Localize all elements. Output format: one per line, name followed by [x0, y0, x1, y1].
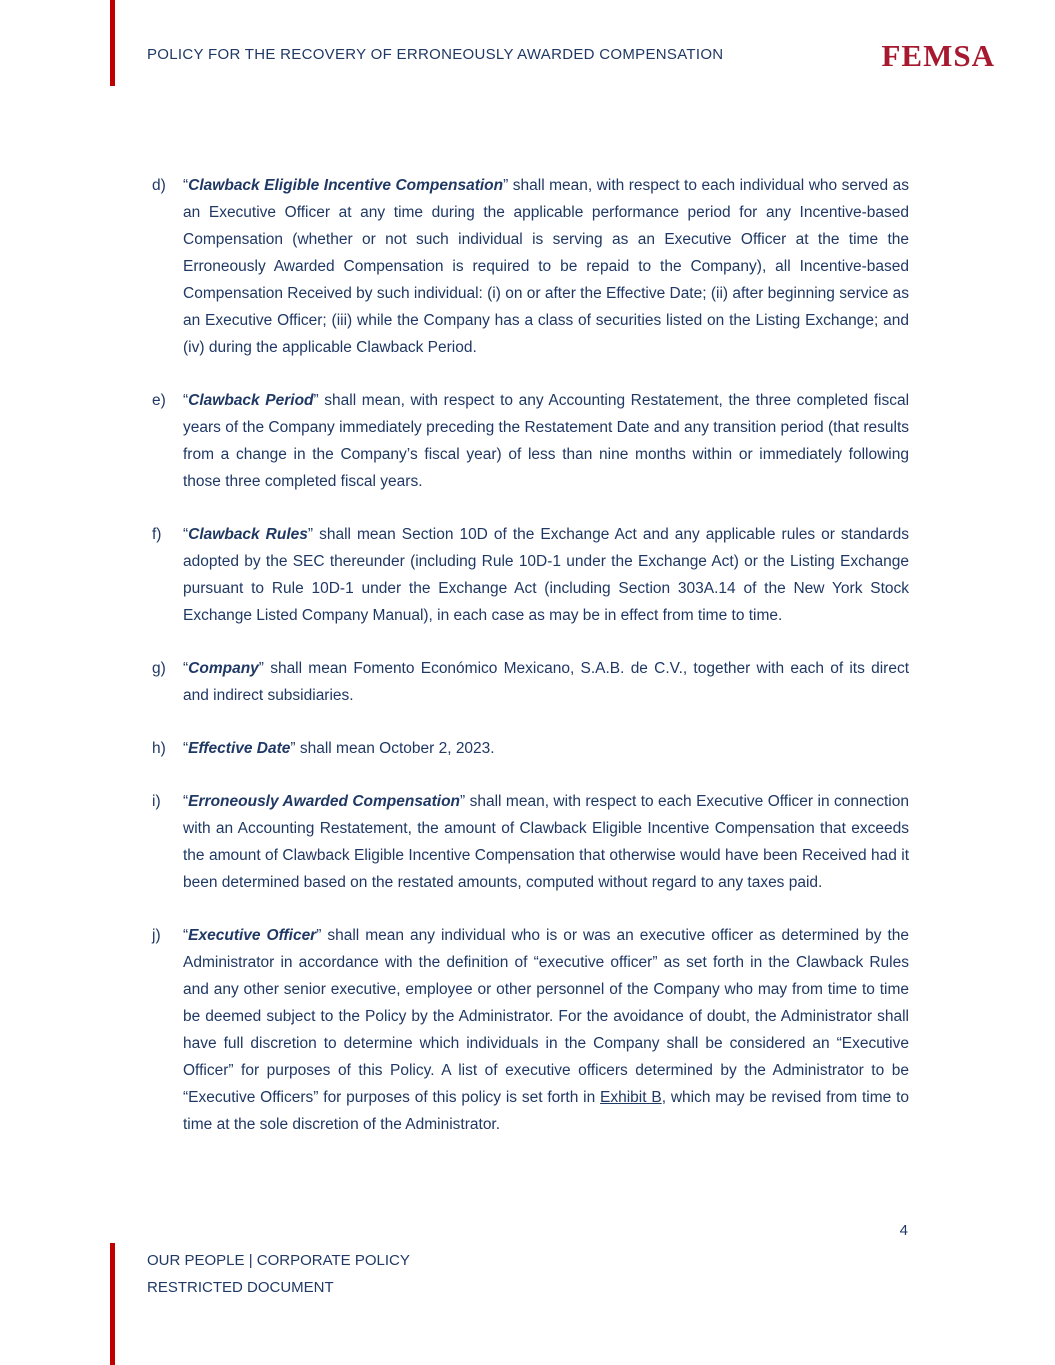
definition-label: i) [152, 793, 161, 810]
definition-term: Clawback Period [188, 392, 314, 409]
definition-label: d) [152, 177, 166, 194]
top-left-accent-bar [110, 0, 115, 86]
definition-text [183, 172, 909, 361]
definitions-list [152, 172, 909, 1164]
femsa-logo: FEMSA [881, 38, 995, 73]
definition-body-text: ” shall mean, with respect to each individual who served as an Executive Officer at any time during the applicable performance period for any Incentive-based Compensation (whether or not such individual is serving as an Executive Officer at the time the Erroneously Awarded Compensation is required to be repaid to the Company), all Incentive-based Compensation Received by such individual: (i) on or after the Effective Date; (ii) after beginning service as an Executive Officer; (iii) while the Company has a class of securities listed on the Listing Exchange; and (iv) during the applicable Clawback Period. [183, 177, 909, 356]
definition-term: Company [188, 660, 259, 677]
definition-item [152, 788, 909, 896]
definition-item [152, 387, 909, 495]
definition-body-text: ” shall mean any individual who is or was an executive officer as determined by the Administrator in accordance with the definition of “executive officer” as set forth in the Clawback Rules and any other senior executive, employee or other personnel of the Company who may from time to time be deemed subject to the Policy by the Administrator. For the avoidance of doubt, the Administrator shall have full discretion to determine which individuals in the Company shall be considered an “Executive Officer” for purposes of this Policy. A list of executive officers determined by the Administrator to be “Executive Officers” for purposes of this policy is set forth in [183, 927, 909, 1106]
footer-line-restricted-document: RESTRICTED DOCUMENT [147, 1279, 334, 1296]
definition-body-text: “ [183, 793, 189, 810]
footer-line-corporate-policy: OUR PEOPLE | CORPORATE POLICY [147, 1252, 410, 1269]
definition-item [152, 655, 909, 709]
definition-item [152, 172, 909, 361]
definition-term: Executive Officer [188, 927, 317, 944]
definition-body-text: ” shall mean October 2, 2023. [290, 740, 495, 757]
definition-term: Clawback Rules [188, 526, 308, 543]
definition-item [152, 735, 909, 762]
definition-body-text: ” shall mean Section 10D of the Exchange Act and any applicable rules or standards adopted by the SEC thereunder (including Rule 10D-1 under the Exchange Act) or the Listing Exchange pursuant to Rule 10D-1 under the Exchange Act (including Section 303A.14 of the New York Stock Exchange Listed Company Manual), in each case as may be in effect from time to time. [183, 526, 909, 624]
definition-body-text: ” shall mean, with respect to any Accounting Restatement, the three completed fiscal years of the Company immediately preceding the Restatement Date and any transition period (that results from a change in the Company’s fiscal year) of less than nine months within or immediately following those three completed fiscal years. [183, 392, 910, 490]
definition-text [183, 735, 909, 762]
definition-label: e) [152, 392, 166, 409]
definition-text [183, 521, 909, 629]
definition-text [183, 788, 909, 896]
definition-label: f) [152, 526, 162, 543]
definition-text [183, 922, 909, 1138]
definition-label: h) [152, 740, 166, 757]
exhibit-reference: Exhibit B [600, 1089, 662, 1106]
document-footer [147, 1247, 410, 1301]
definition-body-text: ” shall mean Fomento Económico Mexicano, S.A.B. de C.V., together with each of its direct and indirect subsidiaries. [183, 660, 909, 704]
definition-body-text: “ [183, 740, 189, 757]
definition-text [183, 655, 909, 709]
definition-text [183, 387, 909, 495]
definition-term: Clawback Eligible Incentive Compensation [188, 177, 504, 194]
document-title: POLICY FOR THE RECOVERY OF ERRONEOUSLY AWARDED COMPENSATION [147, 46, 724, 63]
definition-body-text: ” shall mean, with respect to each Executive Officer in connection with an Accounting Restatement, the amount of Clawback Eligible Incentive Compensation that exceeds the amount of Clawback Eligible Incentive Compensation that otherwise would have been Received had it been determined based on the restated amounts, computed without regard to any taxes paid. [183, 793, 909, 891]
definition-body-text: “ [183, 392, 189, 409]
definition-body-text: “ [183, 177, 189, 194]
definition-term: Erroneously Awarded Compensation [188, 793, 461, 810]
definition-body-text: “ [183, 526, 189, 543]
page-number: 4 [899, 1222, 908, 1239]
bottom-left-accent-bar [110, 1243, 115, 1365]
definition-body-text: “ [183, 927, 189, 944]
definition-label: g) [152, 660, 166, 677]
definition-body-text: , which may be revised from time to time at the sole discretion of the Administrator. [183, 1089, 910, 1133]
definition-item [152, 521, 909, 629]
definition-label: j) [152, 927, 161, 944]
definition-term: Effective Date [188, 740, 291, 757]
definition-body-text: “ [183, 660, 189, 677]
definition-item [152, 922, 909, 1138]
